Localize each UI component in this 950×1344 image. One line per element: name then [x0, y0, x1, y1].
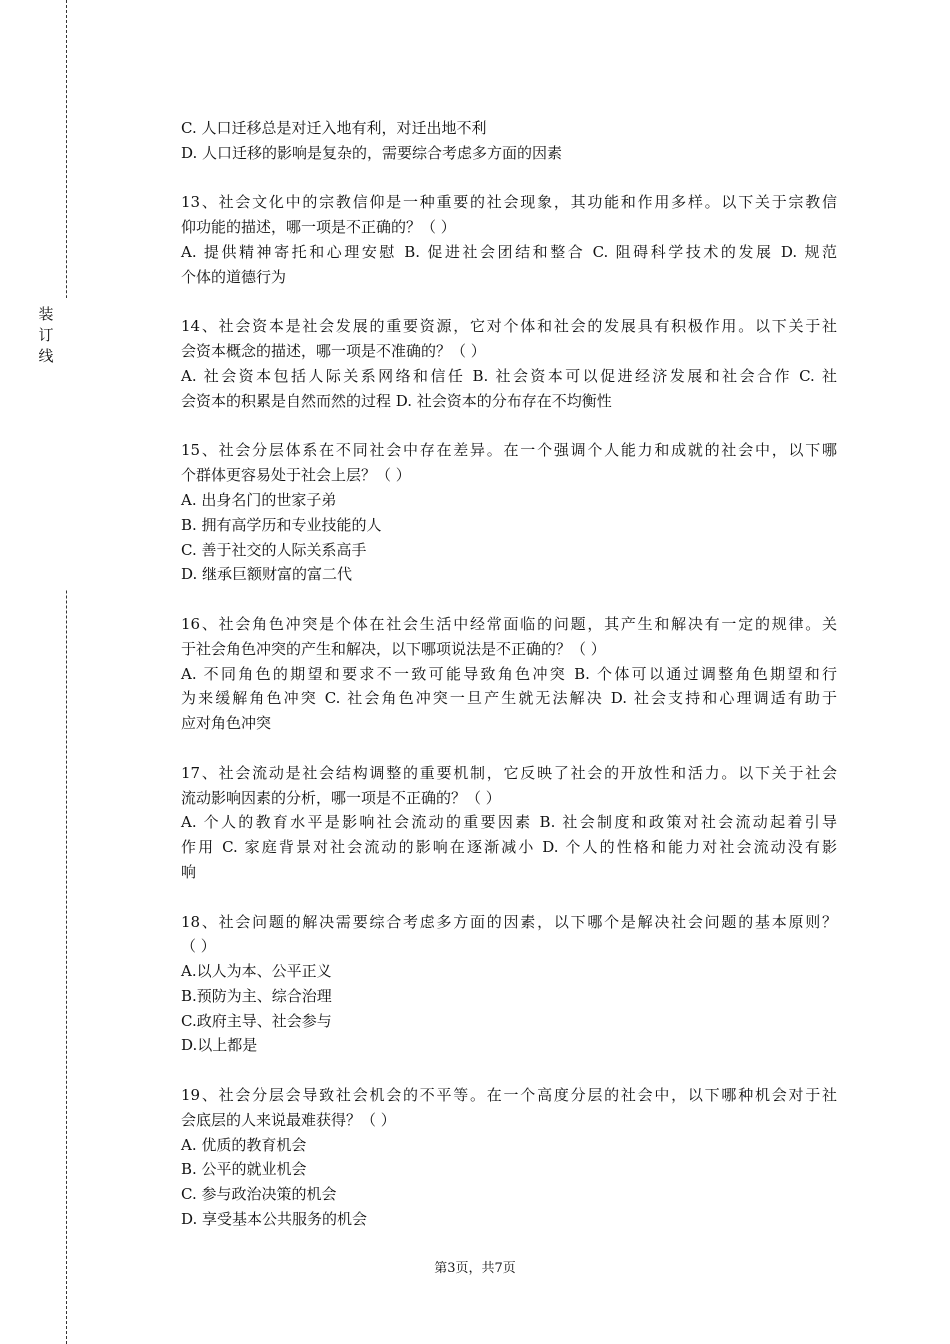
- question-line: A. 不同角色的期望和要求不一致可能导致角色冲突 B. 个体可以通过调整角色期望和行: [181, 664, 837, 683]
- question-line: A. 个人的教育水平是影响社会流动的重要因素 B. 社会制度和政策对社会流动起着引导: [181, 813, 837, 832]
- block-spacer: [181, 290, 837, 315]
- question-line: B. 公平的就业机会: [181, 1160, 307, 1179]
- question-line: D. 人口迁移的影响是复杂的，需要综合考虑多方面的因素: [181, 143, 563, 162]
- question-line: 14、社会资本是社会发展的重要资源，它对个体和社会的发展具有积极作用。以下关于社: [181, 317, 837, 336]
- question-line: 流动影响因素的分析，哪一项是不正确的？（ ）: [181, 788, 501, 807]
- binding-char: 线: [38, 347, 54, 365]
- block-spacer: [181, 414, 837, 439]
- block-spacer: [181, 1058, 837, 1083]
- question-block: [181, 1083, 837, 1232]
- question-line: 会资本概念的描述，哪一项是不准确的？（ ）: [181, 342, 486, 361]
- question-line: （ ）: [181, 937, 216, 956]
- question-line: 会资本的积累是自然而然的过程 D. 社会资本的分布存在不均衡性: [181, 391, 612, 410]
- question-line: 13、社会文化中的宗教信仰是一种重要的社会现象，其功能和作用多样。以下关于宗教信: [181, 193, 837, 212]
- question-line: 17、社会流动是社会结构调整的重要机制，它反映了社会的开放性和活力。以下关于社会: [181, 763, 837, 782]
- question-line: A.以人为本、公平正义: [181, 962, 332, 981]
- question-list: [181, 116, 837, 1232]
- question-line: 于社会角色冲突的产生和解决，以下哪项说法是不正确的？（ ）: [181, 639, 606, 658]
- block-spacer: [181, 885, 837, 910]
- question-line: C. 参与政治决策的机会: [181, 1185, 337, 1204]
- block-spacer: [181, 736, 837, 761]
- binding-char: 订: [38, 326, 54, 344]
- question-line: 个体的道德行为: [181, 267, 287, 286]
- question-line: A. 优质的教育机会: [181, 1135, 307, 1154]
- question-line: D. 继承巨额财富的富二代: [181, 565, 353, 584]
- question-line: 会底层的人来说最难获得？（ ）: [181, 1110, 396, 1129]
- binding-label: [37, 304, 55, 367]
- block-spacer: [181, 587, 837, 612]
- question-line: 15、社会分层体系在不同社会中存在差异。在一个强调个人能力和成就的社会中，以下哪: [181, 441, 837, 460]
- question-line: A. 提供精神寄托和心理安慰 B. 促进社会团结和整合 C. 阻碍科学技术的发展 D. 规范: [181, 242, 837, 261]
- binding-gap: [60, 298, 74, 590]
- question-line: D.以上都是: [181, 1036, 258, 1055]
- question-line: 为来缓解角色冲突 C. 社会角色冲突一旦产生就无法解决 D. 社会支持和心理调适有助于: [181, 689, 837, 708]
- binding-line: [66, 0, 67, 1344]
- question-line: C. 人口迁移总是对迁入地有利，对迁出地不利: [181, 119, 487, 137]
- question-line: 18、社会问题的解决需要综合考虑多方面的因素，以下哪个是解决社会问题的基本原则？: [181, 912, 837, 931]
- question-block: [181, 314, 837, 413]
- question-continuation: [181, 116, 837, 166]
- question-line: C.政府主导、社会参与: [181, 1011, 332, 1030]
- question-line: 19、社会分层会导致社会机会的不平等。在一个高度分层的社会中，以下哪种机会对于社: [181, 1086, 837, 1105]
- question-line: 作用 C. 家庭背景对社会流动的影响在逐渐减小 D. 个人的性格和能力对社会流动没有影: [181, 838, 837, 857]
- binding-char: 装: [38, 305, 54, 323]
- question-line: B.预防为主、综合治理: [181, 986, 332, 1005]
- page-footer: 第3页，共7页: [434, 1261, 516, 1276]
- block-spacer: [181, 166, 837, 191]
- question-block: [181, 612, 837, 736]
- question-line: A. 出身名门的世家子弟: [181, 490, 337, 509]
- question-line: 应对角色冲突: [181, 714, 272, 733]
- question-line: B. 拥有高学历和专业技能的人: [181, 515, 382, 534]
- question-block: [181, 910, 837, 1059]
- question-line: 个群体更容易处于社会上层？（ ）: [181, 466, 411, 485]
- question-block: [181, 761, 837, 885]
- question-line: 响: [181, 862, 197, 881]
- question-line: C. 善于社交的人际关系高手: [181, 540, 367, 559]
- question-line: A. 社会资本包括人际关系网络和信任 B. 社会资本可以促进经济发展和社会合作 C. 社: [181, 366, 837, 385]
- question-block: [181, 190, 837, 289]
- question-line: 16、社会角色冲突是个体在社会生活中经常面临的问题，其产生和解决有一定的规律。关: [181, 614, 837, 633]
- question-line: 仰功能的描述，哪一项是不正确的？（ ）: [181, 218, 456, 237]
- question-block: [181, 438, 837, 587]
- question-line: D. 享受基本公共服务的机会: [181, 1210, 368, 1229]
